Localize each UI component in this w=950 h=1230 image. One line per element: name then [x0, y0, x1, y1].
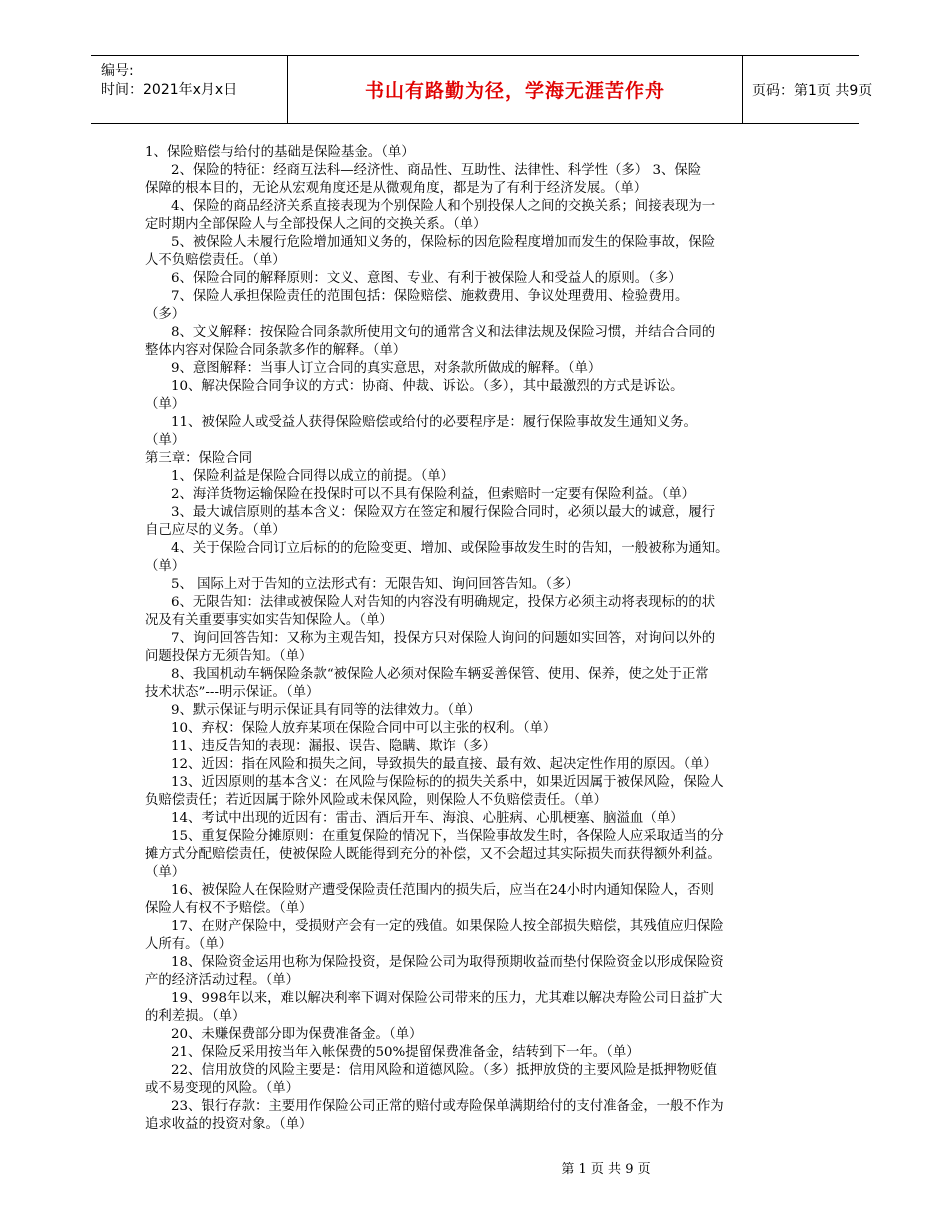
text-line: 11、被保险人或受益人获得保险赔偿或给付的必要程序是：履行保险事故发生通知义务。: [171, 415, 697, 430]
text-line: 技术状态”---明示保证。（单）: [145, 685, 320, 700]
text-line: 22、信用放贷的风险主要是：信用风险和道德风险。（多）抵押放贷的主要风险是抵押物贬值: [171, 1063, 717, 1078]
text-line: 7、询问回答告知：又称为主观告知，投保方只对保险人询问的问题如实回答，对询问以外的: [171, 631, 716, 646]
page-footer: [0, 1158, 950, 1177]
text-line: 人所有。（单）: [145, 937, 233, 952]
text-line: 14、考试中出现的近因有：雷击、酒后开车、海浪、心脏病、心肌梗塞、脑溢血（单）: [171, 811, 684, 826]
text-line: 保险人有权不予赔偿。（单）: [145, 901, 313, 916]
text-line: 自己应尽的义务。（单）: [145, 523, 286, 538]
text-line: 保障的根本目的，无论从宏观角度还是从微观角度，都是为了有利于经济发展。（单）: [145, 181, 648, 196]
text-line: 7、保险人承担保险责任的范围包括：保险赔偿、施救费用、争议处理费用、检验费用。: [171, 289, 689, 304]
text-line: 产的经济活动过程。（单）: [145, 973, 299, 988]
text-line: 17、在财产保险中，受损财产会有一定的残值。如果保险人按全部损失赔偿，其残值应归保险: [171, 919, 724, 934]
text-line: 的利差损。（单）: [145, 1009, 246, 1024]
text-line: （单）: [145, 865, 186, 880]
text-line: （单）: [145, 559, 186, 574]
text-line: 15、重复保险分摊原则：在重复保险的情况下，当保险事故发生时，各保险人应采取适当的分: [171, 829, 724, 844]
text-line: 况及有关重要事实如实告知保险人。（单）: [145, 613, 393, 628]
text-line: （单）: [145, 397, 186, 412]
text-line: 4、关于保险合同订立后标的的危险变更、增加、或保险事故发生时的告知，一般被称为通知。: [171, 541, 729, 556]
text-line: 4、保险的商品经济关系直接表现为个别保险人和个别投保人之间的交换关系；间接表现为一: [171, 199, 716, 214]
text-line: 2、保险的特征：经商互法科—经济性、商品性、互助性、法律性、科学性（多） 3、保险: [171, 163, 702, 178]
document-time-label: 时间：2021年x月x日: [101, 82, 238, 98]
page-code: 页码：第1页 共9页: [752, 82, 873, 99]
text-line: （单）: [145, 433, 186, 448]
document-number-label: 编号:: [101, 63, 134, 79]
text-line: 23、银行存款：主要用作保险公司正常的赔付或寿险保单满期给付的支付准备金，一般不作为: [171, 1099, 724, 1114]
text-line: 1、保险利益是保险合同得以成立的前提。（单）: [171, 469, 455, 484]
text-line: 8、我国机动车辆保险条款“被保险人必须对保险车辆妥善保管、使用、保养，使之处于正常: [171, 667, 709, 682]
text-line: 9、意图解释：当事人订立合同的真实意思，对条款所做成的解释。（单）: [171, 361, 602, 376]
text-line: 问题投保方无须告知。（单）: [145, 649, 313, 664]
text-line: 整体内容对保险合同条款多作的解释。（单）: [145, 343, 407, 358]
motto-text: 书山有路勤为径，学海无涯苦作舟: [364, 80, 665, 102]
text-line: 20、未赚保费部分即为保费准备金。（单）: [171, 1027, 423, 1042]
header-page-cell: [742, 56, 873, 123]
text-line: 10、弃权：保险人放弃某项在保险合同中可以主张的权利。（单）: [171, 721, 557, 736]
text-line: 3、最大诚信原则的基本含义：保险双方在签定和履行保险合同时，必须以最大的诚意，履行: [171, 505, 716, 520]
text-line: 10、解决保险合同争议的方式：协商、仲裁、诉讼。（多），其中最激烈的方式是诉讼。: [171, 379, 684, 394]
text-line: 6、保险合同的解释原则：文义、意图、专业、有利于被保险人和受益人的原则。（多）: [171, 271, 682, 286]
text-line: 8、文义解释：按保险合同条款所使用文句的通常含义和法律法规及保险习惯，并结合合同的: [171, 325, 716, 340]
footer-page-number: 第 1 页 共 9 页: [561, 1162, 651, 1177]
text-line: 摊方式分配赔偿责任，使被保险人既能得到充分的补偿，又不会超过其实际损失而获得额外利益。: [145, 847, 721, 862]
header-info-cell: [91, 56, 287, 123]
text-line: （多）: [145, 307, 186, 322]
text-line: 21、保险反采用按当年入帐保费的50%提留保费准备金，结转到下一年。（单）: [171, 1045, 640, 1060]
text-line: 5、被保险人未履行危险增加通知义务的，保险标的因危险程度增加而发生的保险事故，保险: [171, 235, 716, 250]
text-line: 或不易变现的风险。（单）: [145, 1081, 299, 1096]
text-line: 1、保险赔偿与给付的基础是保险基金。（单）: [145, 145, 415, 160]
text-line: 追求收益的投资对象。（单）: [145, 1117, 313, 1132]
text-line: 13、近因原则的基本含义：在风险与保险标的的损失关系中，如果近因属于被保风险，保险人: [171, 775, 724, 790]
text-line: 人不负赔偿责任。（单）: [145, 253, 286, 268]
text-line: 9、默示保证与明示保证具有同等的法律效力。（单）: [171, 703, 481, 718]
text-line: 16、被保险人在保险财产遭受保险责任范围内的损失后，应当在24小时内通知保险人，否则: [171, 883, 714, 898]
text-line: 11、违反告知的表现：漏报、误告、隐瞒、欺诈（多）: [171, 739, 497, 754]
text-line: 18、保险资金运用也称为保险投资，是保险公司为取得预期收益而垫付保险资金以形成保险资: [171, 955, 724, 970]
page-header: [91, 55, 873, 124]
text-line: 第三章：保险合同: [145, 451, 253, 466]
text-line: 负赔偿责任；若近因属于除外风险或未保风险，则保险人不负赔偿责任。（单）: [145, 793, 607, 808]
text-line: 6、无限告知：法律或被保险人对告知的内容没有明确规定，投保方必须主动将表现标的的状: [171, 595, 716, 610]
text-line: 12、近因：指在风险和损失之间，导致损失的最直接、最有效、起决定性作用的原因。（单）: [171, 757, 717, 772]
text-line: 5、 国际上对于告知的立法形式有：无限告知、询问回答告知。（多）: [171, 577, 579, 592]
text-line: 19、998年以来，难以解决利率下调对保险公司带来的压力，尤其难以解决寿险公司日益扩大: [171, 991, 723, 1006]
header-motto-cell: [287, 56, 743, 123]
text-line: 定时期内全部保险人与全部投保人之间的交换关系。（单）: [145, 217, 487, 232]
text-line: 2、海洋货物运输保险在投保时可以不具有保险利益，但索赔时一定要有保险利益。（单）: [171, 487, 696, 502]
